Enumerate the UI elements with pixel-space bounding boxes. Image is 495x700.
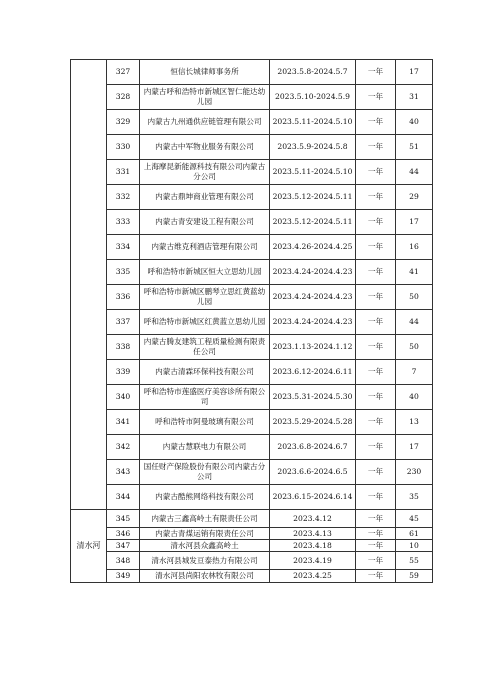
company-name-cell: 清水河县众鑫高岭土 bbox=[140, 540, 270, 552]
row-number-cell: 349 bbox=[107, 570, 140, 583]
count-cell: 17 bbox=[396, 210, 433, 235]
table-row bbox=[71, 210, 433, 235]
count-cell: 40 bbox=[396, 110, 433, 135]
company-name-cell: 内蒙古三鑫高岭土有限责任公司 bbox=[140, 510, 270, 528]
company-name-cell: 内蒙古中军物业服务有限公司 bbox=[140, 135, 270, 160]
count-cell: 45 bbox=[396, 510, 433, 528]
count-cell: 50 bbox=[396, 285, 433, 310]
row-number-cell: 338 bbox=[107, 335, 140, 360]
row-number-cell: 344 bbox=[107, 485, 140, 510]
company-name-cell: 恒信长城律师事务所 bbox=[140, 60, 270, 85]
table-row bbox=[71, 185, 433, 210]
count-cell: 7 bbox=[396, 360, 433, 385]
count-cell: 44 bbox=[396, 160, 433, 185]
row-number-cell: 343 bbox=[107, 460, 140, 485]
table-row bbox=[71, 385, 433, 410]
term-cell: 一年 bbox=[356, 510, 396, 528]
row-number-cell: 329 bbox=[107, 110, 140, 135]
count-cell: 44 bbox=[396, 310, 433, 335]
table-row bbox=[71, 485, 433, 510]
region-cell: 清水河 bbox=[71, 510, 107, 583]
row-number-cell: 341 bbox=[107, 410, 140, 435]
row-number-cell: 345 bbox=[107, 510, 140, 528]
table-row bbox=[71, 85, 433, 110]
term-cell: 一年 bbox=[356, 110, 396, 135]
period-cell: 2023.4.12 bbox=[270, 510, 356, 528]
company-name-cell: 内蒙古青安建设工程有限公司 bbox=[140, 210, 270, 235]
row-number-cell: 339 bbox=[107, 360, 140, 385]
period-cell: 2023.6.8-2024.6.7 bbox=[270, 435, 356, 460]
table-row bbox=[71, 410, 433, 435]
count-cell: 16 bbox=[396, 235, 433, 260]
company-name-cell: 内蒙古慧联电力有限公司 bbox=[140, 435, 270, 460]
company-name-cell: 呼和浩特市阿曼玻璃有限公司 bbox=[140, 410, 270, 435]
row-number-cell: 328 bbox=[107, 85, 140, 110]
table-row bbox=[71, 435, 433, 460]
company-name-cell: 内蒙古维克利酒店管理有限公司 bbox=[140, 235, 270, 260]
company-name-cell: 内蒙古清霖环保科技有限公司 bbox=[140, 360, 270, 385]
period-cell: 2023.5.12-2024.5.11 bbox=[270, 185, 356, 210]
table-row bbox=[71, 260, 433, 285]
term-cell: 一年 bbox=[356, 528, 396, 540]
table-row bbox=[71, 460, 433, 485]
table-row bbox=[71, 360, 433, 385]
count-cell: 10 bbox=[396, 540, 433, 552]
row-number-cell: 348 bbox=[107, 552, 140, 570]
count-cell: 31 bbox=[396, 85, 433, 110]
count-cell: 17 bbox=[396, 60, 433, 85]
period-cell: 2023.4.13 bbox=[270, 528, 356, 540]
company-name-cell: 呼和浩特市新城区红黄蓝立思幼儿园 bbox=[140, 310, 270, 335]
company-name-cell: 呼和浩特市新城区恒大立思幼儿园 bbox=[140, 260, 270, 285]
company-name-cell: 清水河县尚阳农林牧有限公司 bbox=[140, 570, 270, 583]
row-number-cell: 327 bbox=[107, 60, 140, 85]
count-cell: 17 bbox=[396, 435, 433, 460]
period-cell: 2023.4.19 bbox=[270, 552, 356, 570]
term-cell: 一年 bbox=[356, 435, 396, 460]
term-cell: 一年 bbox=[356, 185, 396, 210]
row-number-cell: 347 bbox=[107, 540, 140, 552]
period-cell: 2023.5.31-2024.5.30 bbox=[270, 385, 356, 410]
count-cell: 13 bbox=[396, 410, 433, 435]
term-cell: 一年 bbox=[356, 540, 396, 552]
term-cell: 一年 bbox=[356, 310, 396, 335]
region-cell bbox=[71, 60, 107, 510]
count-cell: 55 bbox=[396, 552, 433, 570]
term-cell: 一年 bbox=[356, 210, 396, 235]
company-name-cell: 上海摩昆新能源科技有限公司内蒙古分公司 bbox=[140, 160, 270, 185]
period-cell: 2023.6.15-2024.6.14 bbox=[270, 485, 356, 510]
period-cell: 2023.4.24-2024.4.23 bbox=[270, 310, 356, 335]
table-body bbox=[71, 60, 433, 583]
term-cell: 一年 bbox=[356, 135, 396, 160]
row-number-cell: 335 bbox=[107, 260, 140, 285]
subsidy-table bbox=[70, 59, 433, 583]
period-cell: 2023.6.6-2024.6.5 bbox=[270, 460, 356, 485]
term-cell: 一年 bbox=[356, 85, 396, 110]
period-cell: 2023.5.12-2024.5.11 bbox=[270, 210, 356, 235]
company-name-cell: 内蒙古腾友建筑工程质量检测有限责任公司 bbox=[140, 335, 270, 360]
count-cell: 61 bbox=[396, 528, 433, 540]
count-cell: 59 bbox=[396, 570, 433, 583]
count-cell: 29 bbox=[396, 185, 433, 210]
period-cell: 2023.5.9-2024.5.8 bbox=[270, 135, 356, 160]
period-cell: 2023.5.11-2024.5.10 bbox=[270, 160, 356, 185]
company-name-cell: 呼和浩特市新城区鹏琴立思红黄蓝幼儿园 bbox=[140, 285, 270, 310]
term-cell: 一年 bbox=[356, 285, 396, 310]
table-row bbox=[71, 235, 433, 260]
period-cell: 2023.4.26-2024.4.25 bbox=[270, 235, 356, 260]
company-name-cell: 呼和浩特市莲盛医疗美容诊所有限公司 bbox=[140, 385, 270, 410]
term-cell: 一年 bbox=[356, 460, 396, 485]
term-cell: 一年 bbox=[356, 360, 396, 385]
table-row bbox=[71, 110, 433, 135]
count-cell: 230 bbox=[396, 460, 433, 485]
period-cell: 2023.4.18 bbox=[270, 540, 356, 552]
table-row bbox=[71, 60, 433, 85]
period-cell: 2023.1.13-2024.1.12 bbox=[270, 335, 356, 360]
table-row bbox=[71, 570, 433, 583]
term-cell: 一年 bbox=[356, 160, 396, 185]
period-cell: 2023.5.11-2024.5.10 bbox=[270, 110, 356, 135]
period-cell: 2023.4.25 bbox=[270, 570, 356, 583]
term-cell: 一年 bbox=[356, 570, 396, 583]
row-number-cell: 336 bbox=[107, 285, 140, 310]
company-name-cell: 内蒙古呼和浩特市新城区智仁能达幼儿园 bbox=[140, 85, 270, 110]
table-row bbox=[71, 160, 433, 185]
company-name-cell: 国任财产保险股份有限公司内蒙古分公司 bbox=[140, 460, 270, 485]
company-name-cell: 内蒙古九州通供应链管理有限公司 bbox=[140, 110, 270, 135]
count-cell: 35 bbox=[396, 485, 433, 510]
company-name-cell: 内蒙古鼎坤商业管理有限公司 bbox=[140, 185, 270, 210]
count-cell: 41 bbox=[396, 260, 433, 285]
count-cell: 51 bbox=[396, 135, 433, 160]
table-row bbox=[71, 285, 433, 310]
count-cell: 50 bbox=[396, 335, 433, 360]
term-cell: 一年 bbox=[356, 335, 396, 360]
company-name-cell: 内蒙古青煤运销有限责任公司 bbox=[140, 528, 270, 540]
row-number-cell: 330 bbox=[107, 135, 140, 160]
table-row bbox=[71, 540, 433, 552]
term-cell: 一年 bbox=[356, 235, 396, 260]
table-row bbox=[71, 552, 433, 570]
table-row bbox=[71, 510, 433, 528]
row-number-cell: 331 bbox=[107, 160, 140, 185]
term-cell: 一年 bbox=[356, 552, 396, 570]
row-number-cell: 342 bbox=[107, 435, 140, 460]
table-row bbox=[71, 528, 433, 540]
term-cell: 一年 bbox=[356, 385, 396, 410]
count-cell: 40 bbox=[396, 385, 433, 410]
term-cell: 一年 bbox=[356, 485, 396, 510]
row-number-cell: 333 bbox=[107, 210, 140, 235]
row-number-cell: 346 bbox=[107, 528, 140, 540]
row-number-cell: 337 bbox=[107, 310, 140, 335]
row-number-cell: 334 bbox=[107, 235, 140, 260]
table-row bbox=[71, 310, 433, 335]
company-name-cell: 内蒙古酷熊网络科技有限公司 bbox=[140, 485, 270, 510]
table-row bbox=[71, 135, 433, 160]
period-cell: 2023.5.8-2024.5.7 bbox=[270, 60, 356, 85]
term-cell: 一年 bbox=[356, 60, 396, 85]
row-number-cell: 340 bbox=[107, 385, 140, 410]
period-cell: 2023.4.24-2024.4.23 bbox=[270, 260, 356, 285]
term-cell: 一年 bbox=[356, 260, 396, 285]
company-name-cell: 清水河县城发亘泰热力有限公司 bbox=[140, 552, 270, 570]
period-cell: 2023.5.10-2024.5.9 bbox=[270, 85, 356, 110]
period-cell: 2023.5.29-2024.5.28 bbox=[270, 410, 356, 435]
period-cell: 2023.6.12-2024.6.11 bbox=[270, 360, 356, 385]
row-number-cell: 332 bbox=[107, 185, 140, 210]
table-row bbox=[71, 335, 433, 360]
term-cell: 一年 bbox=[356, 410, 396, 435]
period-cell: 2023.4.24-2024.4.23 bbox=[270, 285, 356, 310]
